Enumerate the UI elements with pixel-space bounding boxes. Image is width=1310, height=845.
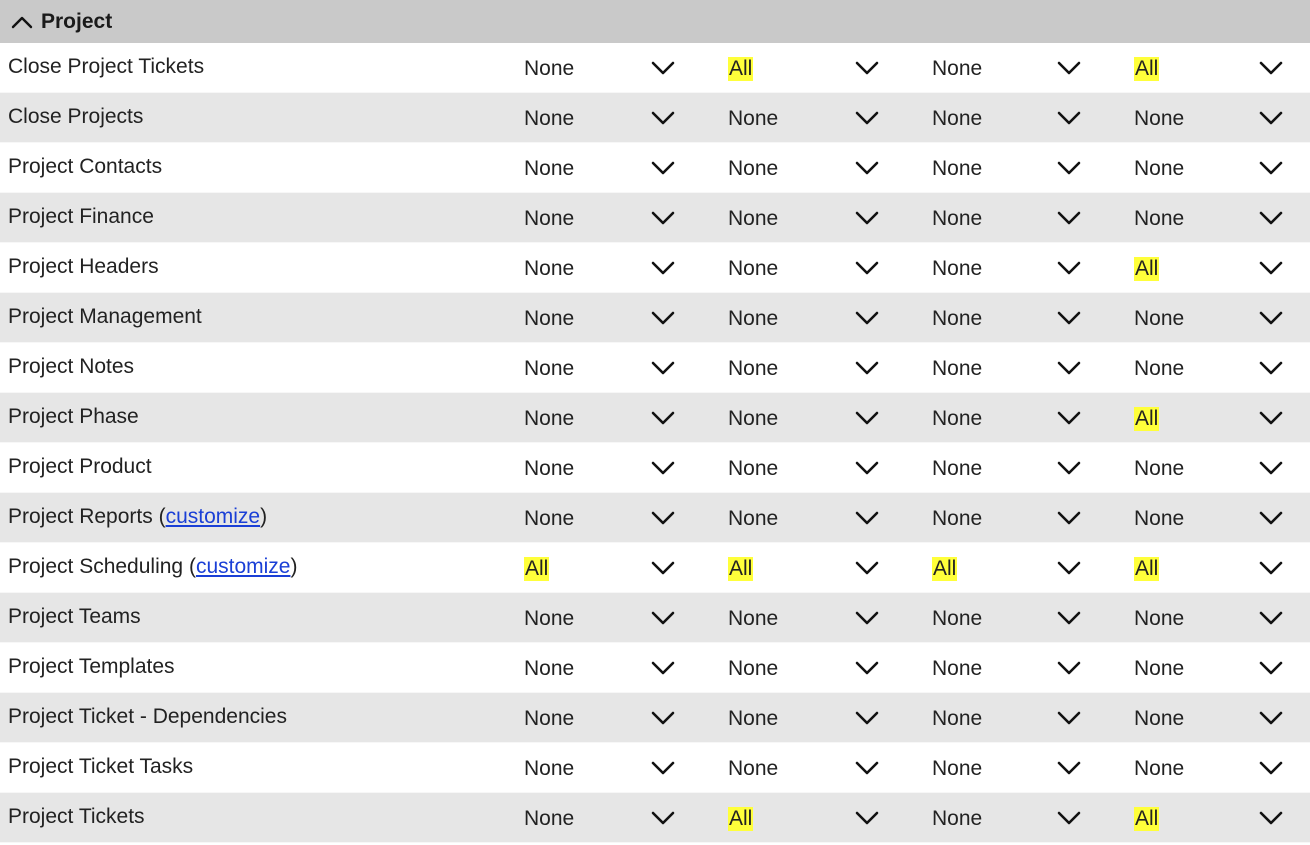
permission-select[interactable]: [524, 393, 694, 443]
chevron-down-icon[interactable]: [1056, 106, 1082, 130]
permission-value: None: [524, 757, 575, 780]
permission-value: None: [932, 257, 983, 280]
chevron-down-icon[interactable]: [854, 356, 880, 380]
permission-select[interactable]: [1134, 443, 1304, 493]
chevron-down-icon[interactable]: [1056, 306, 1082, 330]
table-row: [0, 343, 1310, 393]
permission-select[interactable]: [1134, 343, 1304, 393]
chevron-down-icon[interactable]: [1258, 406, 1284, 430]
chevron-down-icon[interactable]: [854, 806, 880, 830]
chevron-down-icon[interactable]: [1056, 756, 1082, 780]
row-label: Project Tickets: [8, 805, 145, 828]
permission-select[interactable]: [728, 643, 898, 693]
permission-select[interactable]: [1134, 193, 1304, 243]
chevron-down-icon[interactable]: [1258, 356, 1284, 380]
permission-value: None: [524, 107, 575, 130]
chevron-down-icon[interactable]: [854, 306, 880, 330]
chevron-down-icon[interactable]: [650, 306, 676, 330]
table-row: [0, 543, 1310, 593]
chevron-down-icon[interactable]: [1258, 456, 1284, 480]
table-row: [0, 293, 1310, 343]
permission-select[interactable]: [1134, 693, 1304, 743]
table-row: [0, 193, 1310, 243]
permission-select[interactable]: [524, 693, 694, 743]
chevron-down-icon[interactable]: [650, 106, 676, 130]
permission-select[interactable]: [932, 293, 1102, 343]
permission-select[interactable]: [524, 43, 694, 93]
chevron-down-icon[interactable]: [854, 556, 880, 580]
row-label: Project Contacts: [8, 155, 163, 178]
chevron-down-icon[interactable]: [854, 706, 880, 730]
table-row: [0, 443, 1310, 493]
permission-select[interactable]: [728, 543, 898, 593]
permission-value: None: [728, 357, 779, 380]
permission-select[interactable]: [932, 243, 1102, 293]
permission-value: None: [728, 107, 779, 130]
permission-select[interactable]: [524, 243, 694, 293]
permission-select[interactable]: [932, 643, 1102, 693]
chevron-down-icon[interactable]: [1056, 406, 1082, 430]
chevron-down-icon[interactable]: [1258, 706, 1284, 730]
permission-value: None: [524, 707, 575, 730]
permission-select[interactable]: [932, 343, 1102, 393]
permission-select[interactable]: [932, 393, 1102, 443]
chevron-down-icon[interactable]: [1258, 756, 1284, 780]
permission-value: None: [1134, 357, 1185, 380]
permission-select[interactable]: [728, 693, 898, 743]
permission-value: None: [932, 457, 983, 480]
chevron-down-icon[interactable]: [1258, 106, 1284, 130]
permission-value: None: [1134, 107, 1185, 130]
chevron-down-icon[interactable]: [650, 56, 676, 80]
permission-value: None: [728, 407, 779, 430]
chevron-down-icon[interactable]: [1056, 556, 1082, 580]
chevron-down-icon[interactable]: [1258, 556, 1284, 580]
permission-value: None: [524, 657, 575, 680]
row-label: Project Product: [8, 455, 152, 478]
permission-value: None: [1134, 607, 1185, 630]
permission-value: None: [932, 657, 983, 680]
table-row: [0, 593, 1310, 643]
permission-select[interactable]: [1134, 643, 1304, 693]
permission-value: None: [1134, 157, 1185, 180]
permission-select[interactable]: [524, 443, 694, 493]
chevron-down-icon[interactable]: [854, 656, 880, 680]
permission-select[interactable]: [524, 493, 694, 543]
permission-value: All: [1135, 807, 1159, 830]
table-row: [0, 743, 1310, 793]
table-row: [0, 93, 1310, 143]
permission-value: None: [728, 157, 779, 180]
permission-value: None: [932, 707, 983, 730]
permission-value: All: [1135, 257, 1159, 280]
permission-value: All: [1135, 407, 1159, 430]
permission-select[interactable]: [1134, 543, 1304, 593]
section-header-project[interactable]: [0, 0, 1310, 43]
permission-select[interactable]: [1134, 493, 1304, 543]
permission-value: All: [933, 557, 957, 580]
chevron-down-icon[interactable]: [854, 206, 880, 230]
permission-select[interactable]: [932, 143, 1102, 193]
permission-value: None: [1134, 207, 1185, 230]
permission-select[interactable]: [932, 43, 1102, 93]
permission-value: All: [729, 557, 753, 580]
chevron-up-icon: [10, 10, 34, 34]
chevron-down-icon[interactable]: [1258, 206, 1284, 230]
chevron-down-icon[interactable]: [650, 556, 676, 580]
table-row: [0, 643, 1310, 693]
permission-value: None: [932, 307, 983, 330]
permission-select[interactable]: [932, 693, 1102, 743]
chevron-down-icon[interactable]: [1258, 256, 1284, 280]
chevron-down-icon[interactable]: [854, 56, 880, 80]
table-row: [0, 793, 1310, 843]
row-label: Close Project Tickets: [8, 55, 205, 78]
permission-value: None: [728, 207, 779, 230]
row-label: Project Headers: [8, 255, 159, 278]
permission-value: None: [932, 507, 983, 530]
permission-select[interactable]: [728, 593, 898, 643]
chevron-down-icon[interactable]: [1056, 606, 1082, 630]
permission-select[interactable]: [728, 243, 898, 293]
permission-value: None: [728, 707, 779, 730]
chevron-down-icon[interactable]: [1258, 306, 1284, 330]
permission-value: None: [728, 507, 779, 530]
permission-select[interactable]: [932, 543, 1102, 593]
permission-value: None: [728, 757, 779, 780]
permission-value: None: [932, 807, 983, 830]
permission-select[interactable]: [1134, 393, 1304, 443]
table-row: [0, 693, 1310, 743]
chevron-down-icon[interactable]: [1258, 606, 1284, 630]
chevron-down-icon[interactable]: [854, 456, 880, 480]
chevron-down-icon[interactable]: [854, 506, 880, 530]
chevron-down-icon[interactable]: [1258, 806, 1284, 830]
chevron-down-icon[interactable]: [1056, 56, 1082, 80]
permission-value: None: [932, 757, 983, 780]
chevron-down-icon[interactable]: [1056, 656, 1082, 680]
permission-table: [0, 43, 1310, 843]
chevron-down-icon[interactable]: [1258, 656, 1284, 680]
chevron-down-icon[interactable]: [854, 256, 880, 280]
permission-value: None: [524, 607, 575, 630]
permission-value: None: [1134, 657, 1185, 680]
permission-select[interactable]: [728, 793, 898, 843]
row-label: Project Reports (customize): [8, 505, 268, 528]
table-row: [0, 493, 1310, 543]
permission-select[interactable]: [728, 43, 898, 93]
permission-value: None: [728, 607, 779, 630]
chevron-down-icon[interactable]: [854, 406, 880, 430]
permission-select[interactable]: [932, 443, 1102, 493]
permission-select[interactable]: [1134, 593, 1304, 643]
chevron-down-icon[interactable]: [1258, 56, 1284, 80]
chevron-down-icon[interactable]: [1056, 156, 1082, 180]
permission-select[interactable]: [524, 793, 694, 843]
permission-select[interactable]: [932, 93, 1102, 143]
permission-select[interactable]: [524, 643, 694, 693]
chevron-down-icon[interactable]: [650, 506, 676, 530]
table-row: [0, 393, 1310, 443]
chevron-down-icon[interactable]: [1258, 156, 1284, 180]
table-row: [0, 243, 1310, 293]
permission-value: None: [524, 257, 575, 280]
permission-value: All: [525, 557, 549, 580]
chevron-down-icon[interactable]: [650, 656, 676, 680]
permission-value: None: [524, 207, 575, 230]
permission-value: None: [728, 257, 779, 280]
permission-value: None: [728, 457, 779, 480]
permission-select[interactable]: [524, 593, 694, 643]
chevron-down-icon[interactable]: [1056, 356, 1082, 380]
chevron-down-icon[interactable]: [1056, 506, 1082, 530]
chevron-down-icon[interactable]: [650, 256, 676, 280]
permission-value: None: [524, 307, 575, 330]
permission-value: None: [524, 407, 575, 430]
section-title: Project: [41, 9, 113, 33]
permission-select[interactable]: [728, 343, 898, 393]
permission-value: All: [729, 807, 753, 830]
chevron-down-icon[interactable]: [854, 106, 880, 130]
row-label: Project Finance: [8, 205, 154, 228]
chevron-down-icon[interactable]: [650, 806, 676, 830]
chevron-down-icon[interactable]: [854, 606, 880, 630]
chevron-down-icon[interactable]: [650, 356, 676, 380]
permission-select[interactable]: [728, 293, 898, 343]
permission-select[interactable]: [524, 293, 694, 343]
permission-value: None: [524, 807, 575, 830]
permission-select[interactable]: [932, 193, 1102, 243]
chevron-down-icon[interactable]: [854, 756, 880, 780]
permission-select[interactable]: [524, 193, 694, 243]
permission-select[interactable]: [728, 393, 898, 443]
permission-select[interactable]: [728, 193, 898, 243]
permission-value: None: [524, 57, 575, 80]
permission-value: None: [1134, 507, 1185, 530]
permission-value: None: [1134, 457, 1185, 480]
permission-select[interactable]: [932, 493, 1102, 543]
row-label: Project Teams: [8, 605, 141, 628]
permission-value: None: [932, 407, 983, 430]
permission-value: All: [1135, 57, 1159, 80]
permission-select[interactable]: [932, 593, 1102, 643]
chevron-down-icon[interactable]: [650, 456, 676, 480]
permission-value: None: [728, 307, 779, 330]
chevron-down-icon[interactable]: [1056, 206, 1082, 230]
permission-value: None: [728, 657, 779, 680]
permission-select[interactable]: [728, 93, 898, 143]
permission-value: All: [729, 57, 753, 80]
permission-select[interactable]: [1134, 143, 1304, 193]
permission-value: None: [1134, 707, 1185, 730]
permission-select[interactable]: [524, 93, 694, 143]
chevron-down-icon[interactable]: [1056, 456, 1082, 480]
chevron-down-icon[interactable]: [650, 156, 676, 180]
row-label: Close Projects: [8, 105, 144, 128]
permission-select[interactable]: [1134, 43, 1304, 93]
permission-select[interactable]: [524, 543, 694, 593]
permission-value: None: [524, 157, 575, 180]
permission-select[interactable]: [728, 143, 898, 193]
chevron-down-icon[interactable]: [650, 706, 676, 730]
chevron-down-icon[interactable]: [854, 156, 880, 180]
permission-value: None: [932, 207, 983, 230]
chevron-down-icon[interactable]: [650, 206, 676, 230]
permission-value: None: [932, 357, 983, 380]
row-label: Project Notes: [8, 355, 135, 378]
permission-value: None: [932, 607, 983, 630]
permission-select[interactable]: [728, 493, 898, 543]
permission-select[interactable]: [728, 743, 898, 793]
permission-select[interactable]: [1134, 93, 1304, 143]
chevron-down-icon[interactable]: [1258, 506, 1284, 530]
permission-select[interactable]: [1134, 243, 1304, 293]
chevron-down-icon[interactable]: [650, 406, 676, 430]
row-label: Project Scheduling (customize): [8, 555, 298, 578]
permission-select[interactable]: [524, 343, 694, 393]
chevron-down-icon[interactable]: [650, 756, 676, 780]
chevron-down-icon[interactable]: [1056, 256, 1082, 280]
permission-select[interactable]: [932, 743, 1102, 793]
row-label: Project Ticket - Dependencies: [8, 705, 287, 728]
customize-link[interactable]: customize: [165, 505, 261, 528]
customize-link[interactable]: customize: [195, 555, 291, 578]
permission-select[interactable]: [728, 443, 898, 493]
permission-value: None: [524, 507, 575, 530]
permission-select[interactable]: [1134, 293, 1304, 343]
permission-value: None: [932, 107, 983, 130]
chevron-down-icon[interactable]: [650, 606, 676, 630]
chevron-down-icon[interactable]: [1056, 806, 1082, 830]
row-label: Project Phase: [8, 405, 139, 428]
permission-value: None: [524, 357, 575, 380]
permission-select[interactable]: [1134, 793, 1304, 843]
table-row: [0, 143, 1310, 193]
permission-select[interactable]: [524, 743, 694, 793]
row-label: Project Management: [8, 305, 202, 328]
permission-value: All: [1135, 557, 1159, 580]
permission-select[interactable]: [524, 143, 694, 193]
row-label: Project Ticket Tasks: [8, 755, 194, 778]
permission-value: None: [1134, 307, 1185, 330]
permission-value: None: [524, 457, 575, 480]
permission-value: None: [932, 157, 983, 180]
permission-value: None: [932, 57, 983, 80]
permission-value: None: [1134, 757, 1185, 780]
permission-select[interactable]: [1134, 743, 1304, 793]
table-row: [0, 43, 1310, 93]
permission-select[interactable]: [932, 793, 1102, 843]
chevron-down-icon[interactable]: [1056, 706, 1082, 730]
row-label: Project Templates: [8, 655, 175, 678]
